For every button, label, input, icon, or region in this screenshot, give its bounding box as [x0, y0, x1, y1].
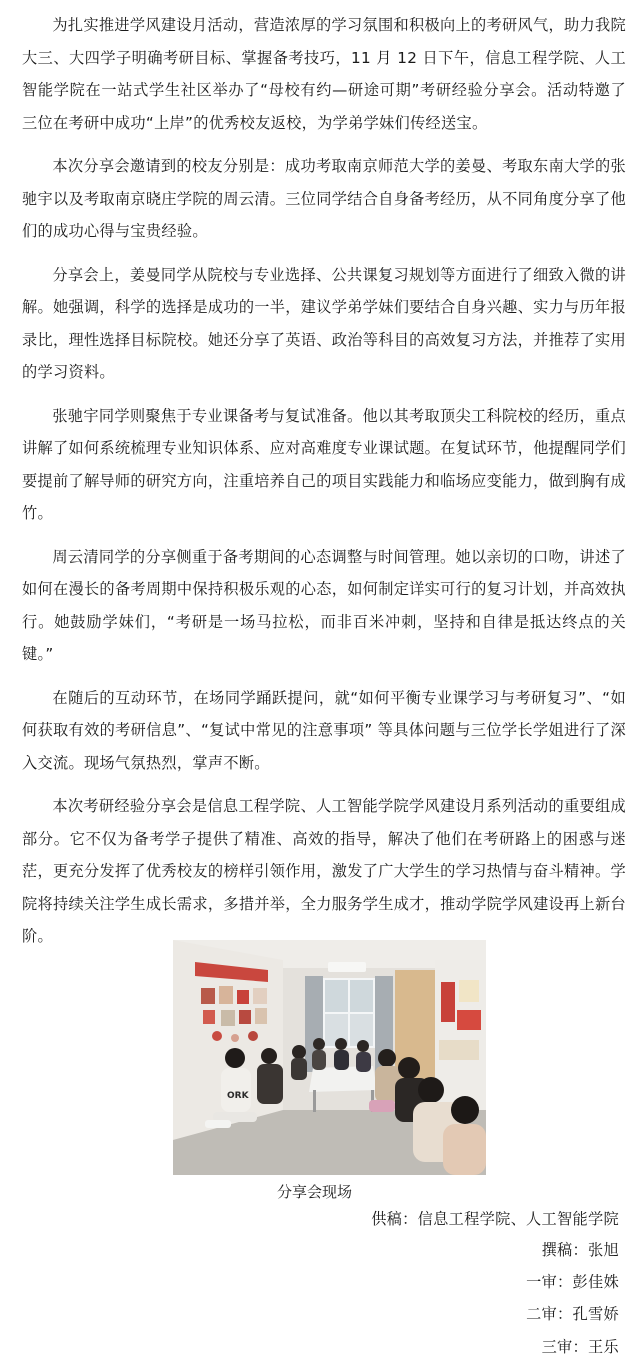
event-photo — [173, 940, 486, 1175]
credit-review-3: 三审：王乐 — [541, 1338, 619, 1356]
credit-review-1: 一审：彭佳姝 — [526, 1273, 619, 1291]
paragraph-jiang-man: 分享会上，姜曼同学从院校与专业选择、公共课复习规划等方面进行了细致入微的讲解。她强调，科学的选择是成功的一半，建议学弟学妹们要结合自身兴趣、实力与历年报录比，理性选择目标院校。她还分享了英语、政治等科目的高效复习方法，并推荐了实用的学习资料。 — [22, 265, 627, 381]
article-body — [22, 9, 626, 964]
paragraph-summary: 本次考研经验分享会是信息工程学院、人工智能学院学风建设月系列活动的重要组成部分。它不仅为备考学子提供了精准、高效的指导，解决了他们在考研路上的困惑与迷茫，更充分发挥了优秀校友的榜样引领作用，激发了广大学生的学习热情与奋斗精神。学院将持续关注学生成长需求，多措并举，全力服务学生成才，推动学院学风建设再上新台阶。 — [22, 797, 627, 945]
photo-caption: 分享会现场 — [276, 1183, 352, 1201]
credit-supply: 供稿：信息工程学院、人工智能学院 — [371, 1210, 619, 1228]
paragraph-guests: 本次分享会邀请到的校友分别是：成功考取南京师范大学的姜曼、考取东南大学的张驰宇以及考取南京晓庄学院的周云清。三位同学结合自身备考经历，从不同角度分享了他们的成功心得与宝贵经验。 — [22, 157, 627, 240]
credit-review-2: 二审：孔雪娇 — [526, 1305, 619, 1323]
paragraph-zhang-chiyu: 张驰宇同学则聚焦于专业课备考与复试准备。他以其考取顶尖工科院校的经历，重点讲解了如何系统梳理专业知识体系、应对高难度专业课试题。在复试环节，他提醒同学们要提前了解导师的研究方向，注重培养自己的项目实践能力和临场应变能力，做到胸有成竹。 — [22, 406, 627, 522]
credit-writer: 撰稿：张旭 — [541, 1241, 619, 1259]
paragraph-zhou-yunqing: 周云清同学的分享侧重于备考期间的心态调整与时间管理。她以亲切的口吻，讲述了如何在漫长的备考周期中保持积极乐观的心态，如何制定详实可行的复习计划，并高效执行。她鼓励学妹们，“考研是一场马拉松，而非百米冲刺，坚持和自律是抵达终点的关键。” — [22, 547, 627, 663]
paragraph-intro: 为扎实推进学风建设月活动，营造浓厚的学习氛围和积极向上的考研风气，助力我院大三、大四学子明确考研目标、掌握备考技巧，11 月 12 日下午，信息工程学院、人工智能学院在一站式学生社区举办了“母校有约—研途可期”考研经验分享会。活动特邀了三位在考研中成功“上岸”的优秀校友返校，为学弟学妹们传经送宝。 — [22, 16, 626, 132]
sweatshirt-text: ORK — [227, 1091, 249, 1101]
paragraph-interaction: 在随后的互动环节，在场同学踊跃提问，就“如何平衡专业课学习与考研复习”、“如何获取有效的考研信息”、“复试中常见的注意事项” 等具体问题与三位学长学姐进行了深入交流。现场气氛热烈，掌声不断。 — [22, 688, 626, 772]
